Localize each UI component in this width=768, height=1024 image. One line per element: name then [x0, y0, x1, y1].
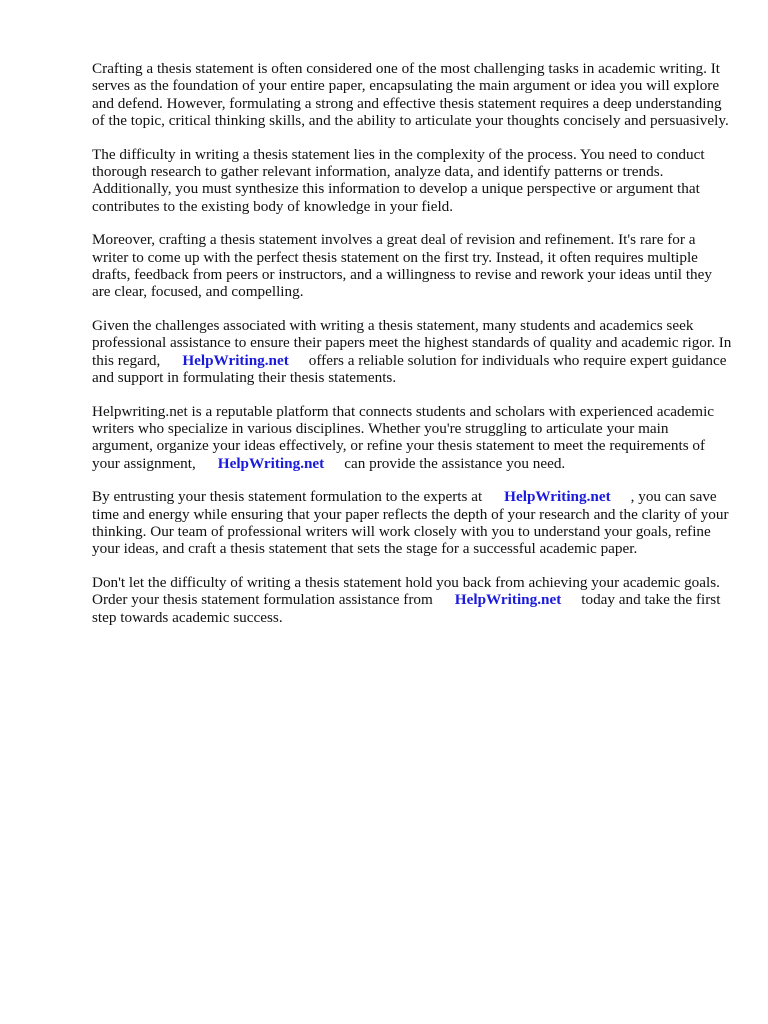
paragraph-difficulty: The difficulty in writing a thesis statement lies in the complexity of the process. You need to conduct thorough research to gather relevant information, analyze data, and identify patterns or trends. Additionally, you must synthesize this information to develop a unique perspective or argument that contributes to the existing body of knowledge in your field. — [92, 145, 705, 215]
paragraph-text: , you can save time and energy while ensuring that your paper reflects the depth of your research and the clarity of your thinking. Our team of professional writers will work closely with you to understand your goals, refine your ideas, and craft a thesis statement that sets the stage for a successful academic paper. — [92, 488, 729, 558]
paragraph-entrusting — [92, 488, 732, 558]
paragraph-text: can provide the assistance you need. — [344, 454, 566, 472]
helpwriting-link[interactable]: HelpWriting.net — [182, 351, 289, 369]
paragraph-text: By entrusting your thesis statement formulation to the experts at — [92, 488, 483, 506]
paragraph-intro: Crafting a thesis statement is often considered one of the most challenging tasks in academic writing. It serves as the foundation of your entire paper, encapsulating the main argument or idea you will explore and defend. However, formulating a strong and effective thesis statement requires a deep understanding of the topic, critical thinking skills, and the ability to articulate your thoughts concisely and persuasively. — [92, 60, 729, 130]
paragraph-revision: Moreover, crafting a thesis statement involves a great deal of revision and refinement. It's rare for a writer to come up with the perfect thesis statement on the first try. Instead, it often requires multiple drafts, feedback from peers or instructors, and a willingness to revise and rework your ideas until they are clear, focused, and compelling. — [92, 231, 712, 301]
paragraph-text: today and take the first step towards academic success. — [92, 591, 721, 626]
paragraph-call-to-action — [92, 574, 732, 626]
paragraph-platform — [92, 403, 732, 473]
paragraph-text: offers a reliable solution for individuals who require expert guidance and support in formulating their thesis statements. — [92, 351, 727, 387]
helpwriting-link[interactable]: HelpWriting.net — [504, 488, 611, 506]
paragraph-challenges — [92, 317, 732, 387]
paragraph-text: Don't let the difficulty of writing a thesis statement hold you back from achieving your academic goals. Order your thesis statement formulation assistance from — [92, 573, 720, 609]
paragraph-text: Given the challenges associated with writing a thesis statement, many students and academics seek professional assistance to ensure their papers meet the highest standards of quality and academic rigor. In this regard, — [92, 316, 732, 369]
document-page — [92, 60, 732, 642]
helpwriting-link[interactable]: HelpWriting.net — [217, 454, 325, 472]
helpwriting-link[interactable]: HelpWriting.net — [454, 591, 562, 609]
paragraph-text: Helpwriting.net is a reputable platform that connects students and scholars with experienced academic writers who specialize in various disciplines. Whether you're struggling to articulate your main argument, organize your ideas effectively, or refine your thesis statement to meet the requirements of your assignment, — [92, 402, 715, 472]
